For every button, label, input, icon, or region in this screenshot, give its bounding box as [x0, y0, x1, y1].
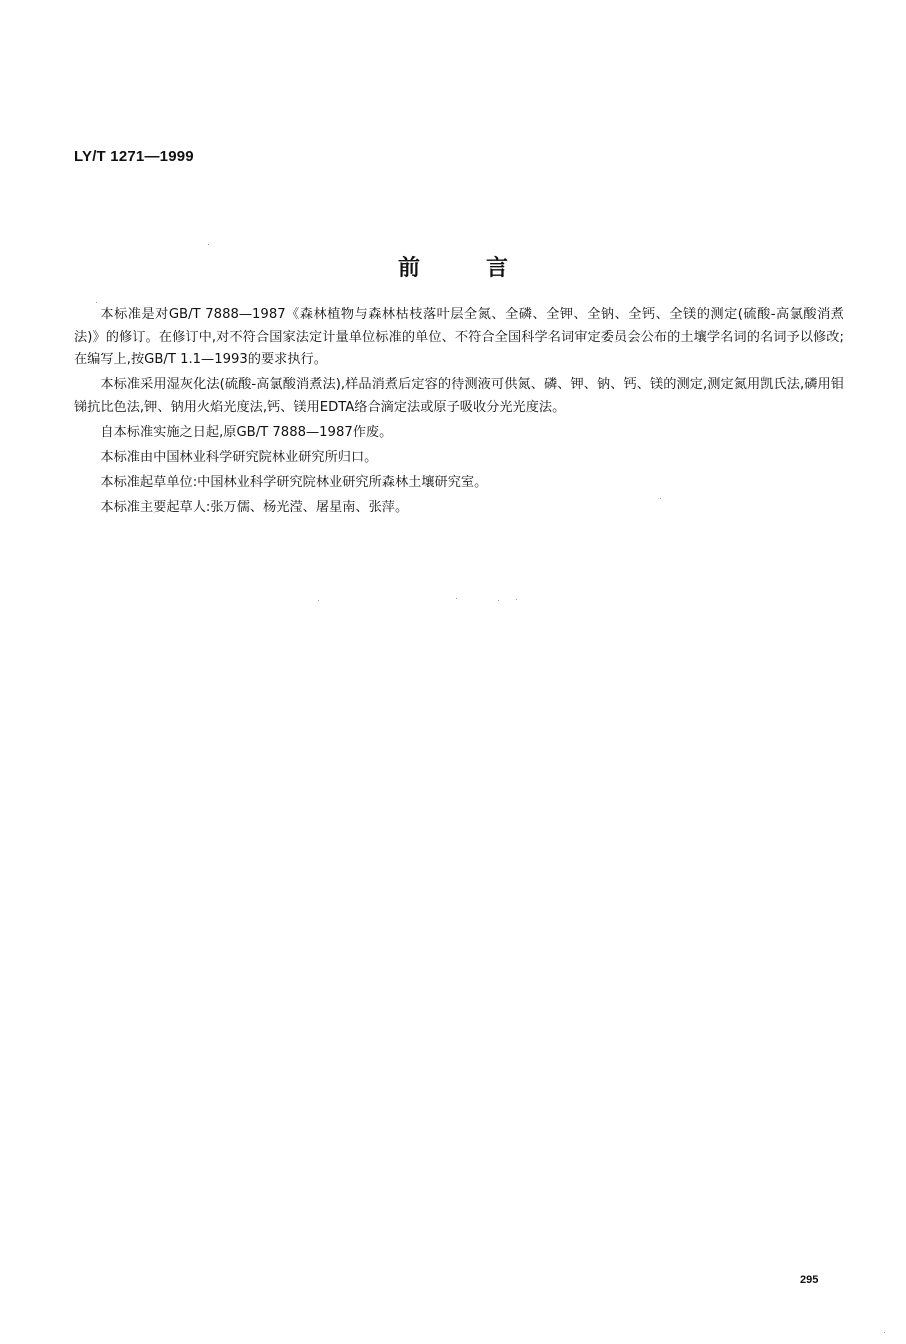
paragraph-responsible-unit: 本标准由中国林业科学研究院林业研究所归口。: [100, 449, 378, 465]
paragraph-drafting-unit: 本标准起草单位:中国林业科学研究院林业研究所森林土壤研究室。: [100, 474, 488, 490]
scan-speck: [208, 244, 209, 245]
paragraph-supersede: 自本标准实施之日起,原GB/T 7888—1987作废。: [100, 424, 393, 440]
standard-number: LY/T 1271—1999: [74, 148, 194, 165]
paragraph-drafters: 本标准主要起草人:张万儒、杨光滢、屠星南、张萍。: [100, 499, 409, 515]
scan-speck: [96, 302, 97, 303]
scan-speck: [660, 498, 661, 499]
scan-speck: [498, 600, 499, 601]
scan-speck: [318, 600, 319, 601]
paragraph-revision: 本标准是对GB/T 7888—1987《森林植物与森林枯枝落叶层全氮、全磷、全钾、全钠、全钙、全镁的测定(硫酸-高氯酸消煮法)》的修订。在修订中,对不符合国家法定计量单位标准的单位、不符合全国科学名词审定委员会公布的土壤学名词的名词予以修改;在编写上,按GB/T 1.1—1993的要求执行。: [74, 307, 844, 367]
paragraph-method: 本标准采用湿灰化法(硫酸-高氯酸消煮法),样品消煮后定容的待测液可供氮、磷、钾、钠、钙、镁的测定,测定氮用凯氏法,磷用钼锑抗比色法,钾、钠用火焰光度法,钙、镁用EDTA络合滴定法或原子吸收分光光度法。: [74, 377, 844, 415]
foreword-body: [74, 304, 844, 522]
scan-speck: [884, 1332, 885, 1333]
scan-speck: [516, 599, 517, 600]
page-number: 295: [800, 1274, 819, 1286]
page-title: 前言: [397, 256, 574, 281]
scan-speck: [456, 598, 457, 599]
